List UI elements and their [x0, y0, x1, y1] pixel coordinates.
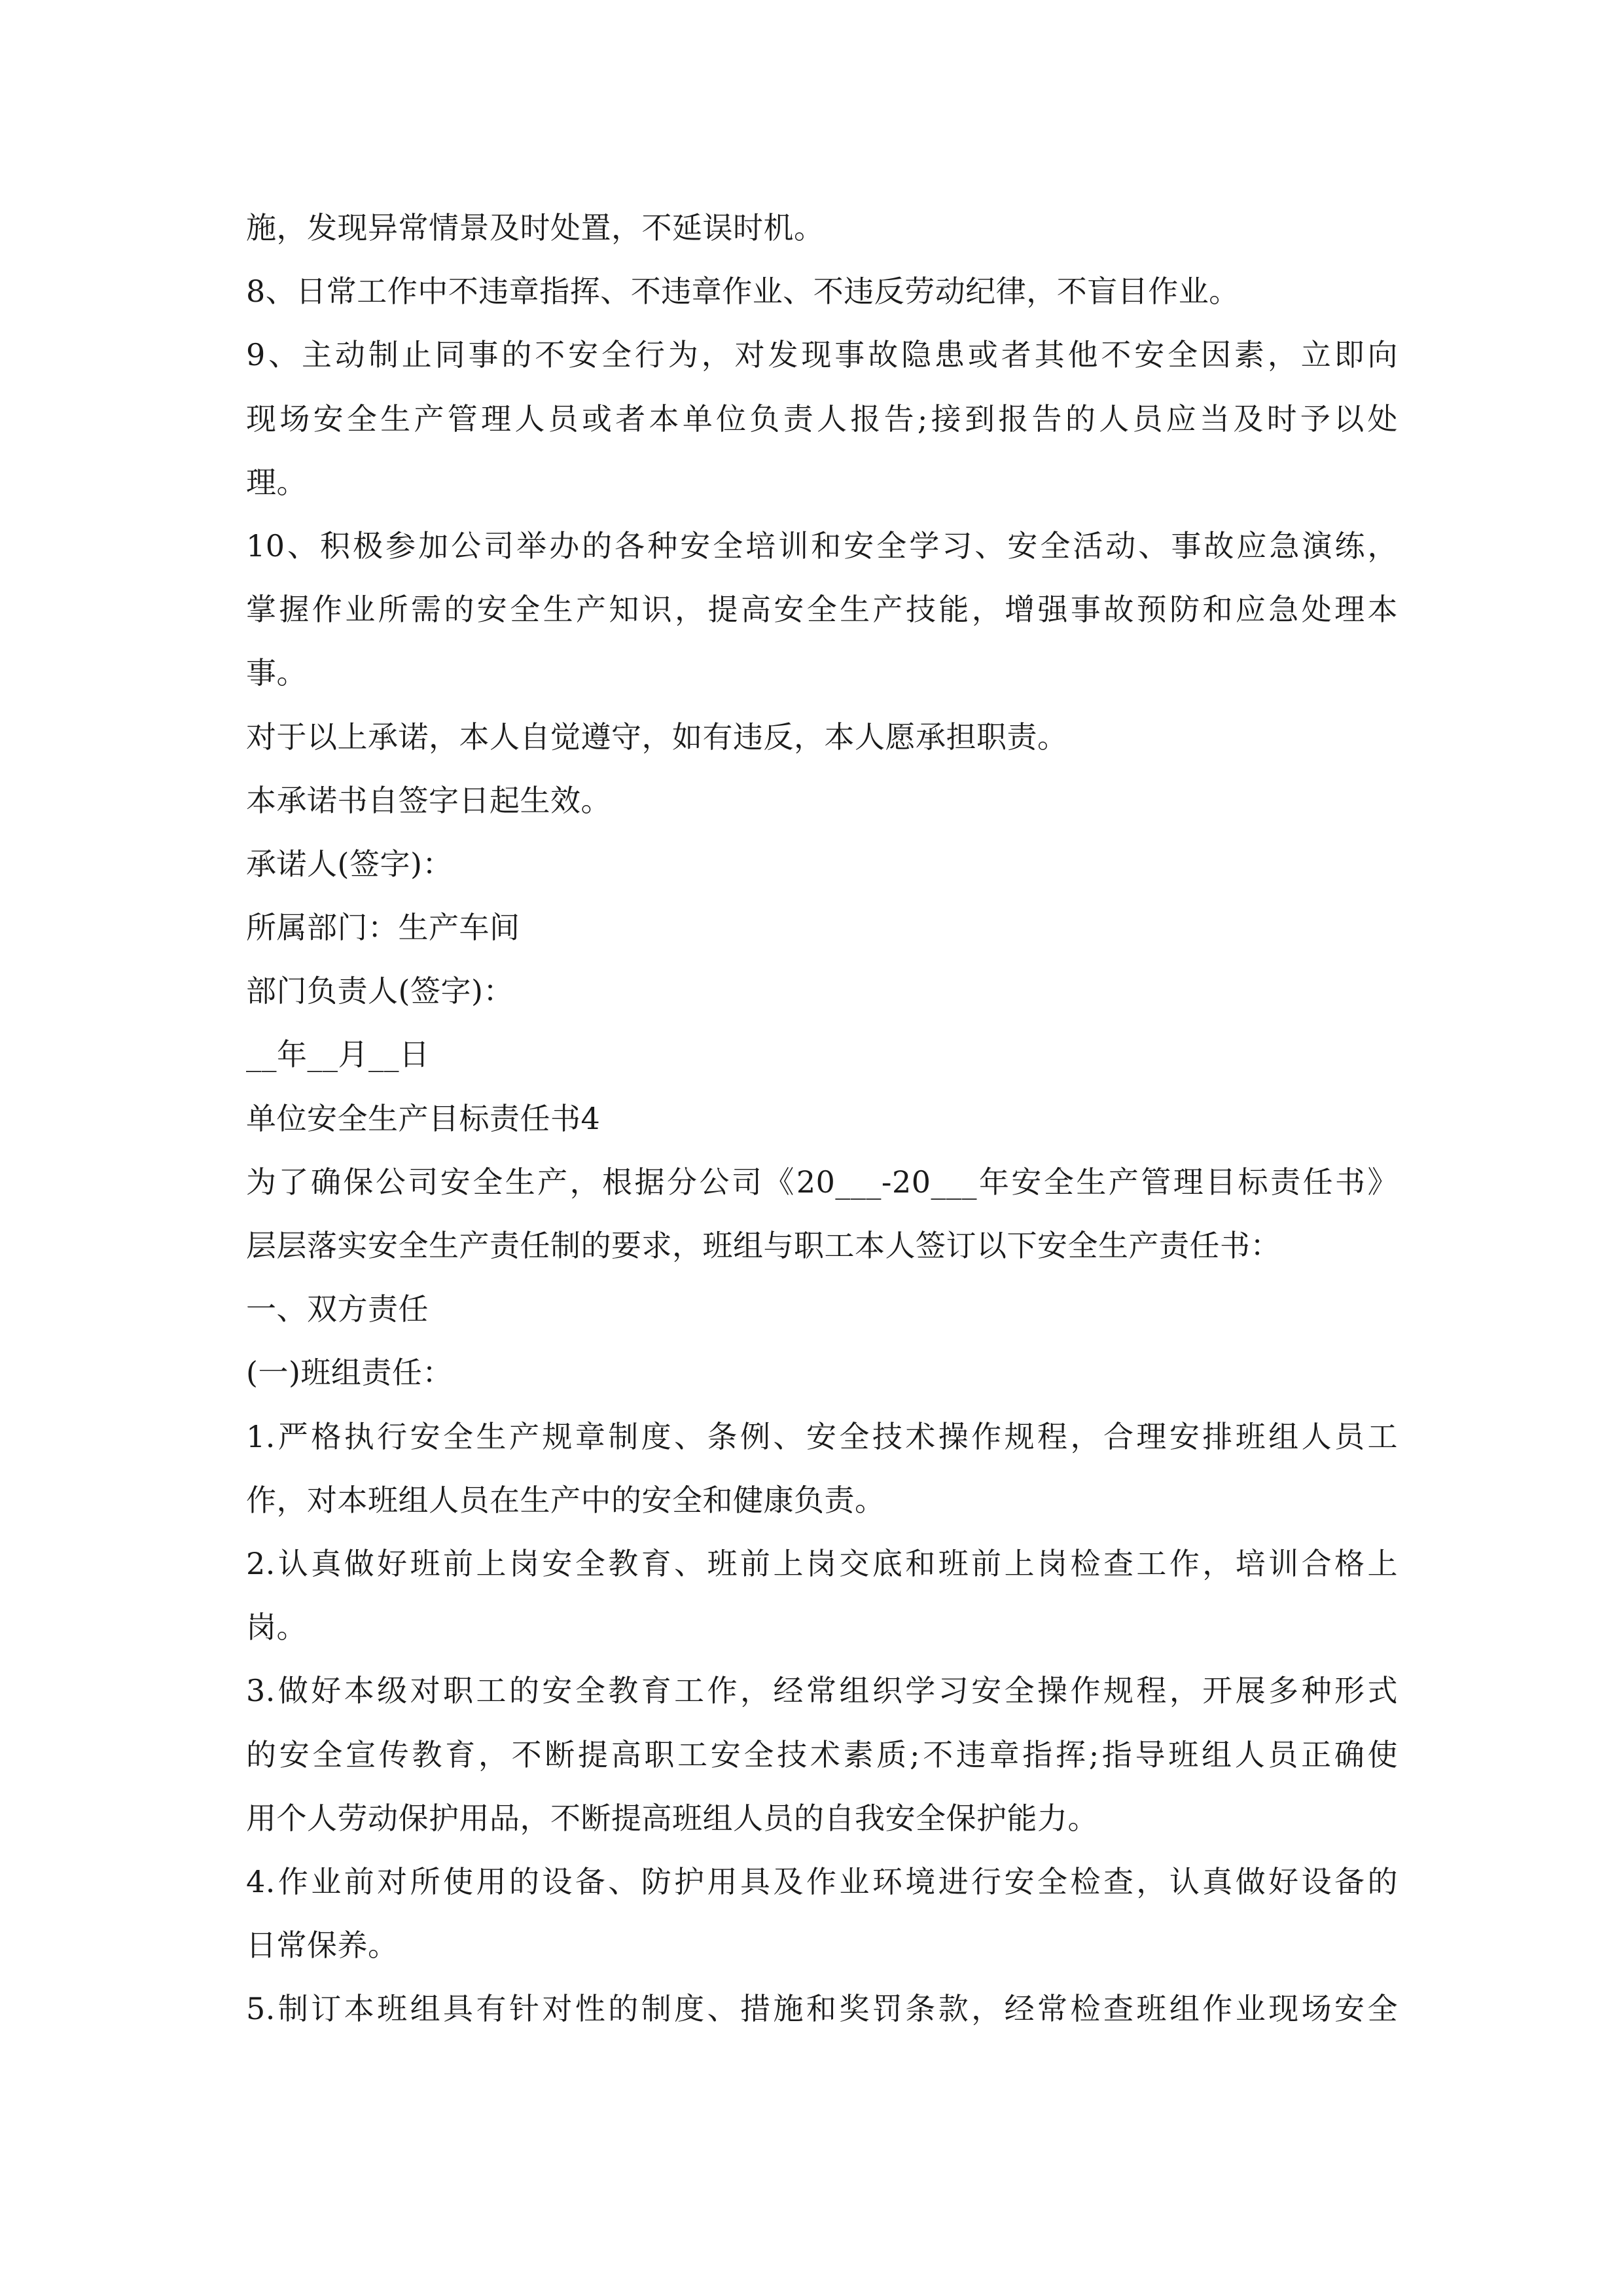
text-line: 对于以上承诺，本人自觉遵守，如有违反，本人愿承担职责。 — [246, 719, 1068, 755]
text-line: 用个人劳动保护用品，不断提高班组人员的自我安全保护能力。 — [246, 1800, 1098, 1836]
text-line: 2.认真做好班前上岗安全教育、班前上岗交底和班前上岗检查工作，培训合格上 — [246, 1545, 1398, 1581]
text-line: 1.严格执行安全生产规章制度、条例、安全技术操作规程，合理安排班组人员工 — [246, 1418, 1398, 1454]
text-line: 日常保养。 — [246, 1928, 399, 1964]
text-line: 作，对本班组人员在生产中的安全和健康负责。 — [246, 1482, 885, 1518]
text-line: 所属部门：生产车间 — [246, 910, 520, 946]
text-line: 层层落实安全生产责任制的要求，班组与职工本人签订以下安全生产责任书： — [246, 1228, 1281, 1263]
text-line: 本承诺书自签字日起生效。 — [246, 782, 611, 818]
text-line: 为了确保公司安全生产，根据分公司《20___-20___年安全生产管理目标责任书》 — [246, 1164, 1398, 1200]
text-line: 4.作业前对所使用的设备、防护用具及作业环境进行安全检查，认真做好设备的 — [246, 1863, 1398, 1899]
text-line: 的安全宣传教育，不断提高职工安全技术素质;不违章指挥;指导班组人员正确使 — [246, 1736, 1398, 1772]
text-line: 5.制订本班组具有针对性的制度、措施和奖罚条款，经常检查班组作业现场安全 — [246, 1991, 1398, 2027]
text-line: 一、双方责任 — [246, 1291, 429, 1327]
text-line: 理。 — [246, 464, 307, 500]
text-line: 3.做好本级对职工的安全教育工作，经常组织学习安全操作规程，开展多种形式 — [246, 1673, 1398, 1709]
text-line: __年__月__日 — [246, 1037, 430, 1073]
text-line: (一)班组责任： — [246, 1355, 453, 1391]
text-line: 部门负责人(签字)： — [246, 973, 514, 1009]
text-line: 9、主动制止同事的不安全行为，对发现事故隐患或者其他不安全因素，立即向 — [246, 337, 1398, 373]
text-line: 掌握作业所需的安全生产知识，提高安全生产技能，增强事故预防和应急处理本 — [246, 592, 1398, 628]
text-line: 现场安全生产管理人员或者本单位负责人报告;接到报告的人员应当及时予以处 — [246, 401, 1398, 437]
text-line: 事。 — [246, 655, 307, 691]
text-line: 承诺人(签字)： — [246, 846, 453, 882]
text-line: 10、积极参加公司举办的各种安全培训和安全学习、安全活动、事故应急演练， — [246, 528, 1398, 564]
text-line: 8、日常工作中不违章指挥、不违章作业、不违反劳动纪律，不盲目作业。 — [246, 274, 1240, 310]
text-line: 单位安全生产目标责任书4 — [246, 1100, 601, 1136]
document-body — [246, 196, 1398, 2041]
text-line: 岗。 — [246, 1609, 307, 1645]
text-line: 施，发现异常情景及时处置，不延误时机。 — [246, 210, 825, 245]
